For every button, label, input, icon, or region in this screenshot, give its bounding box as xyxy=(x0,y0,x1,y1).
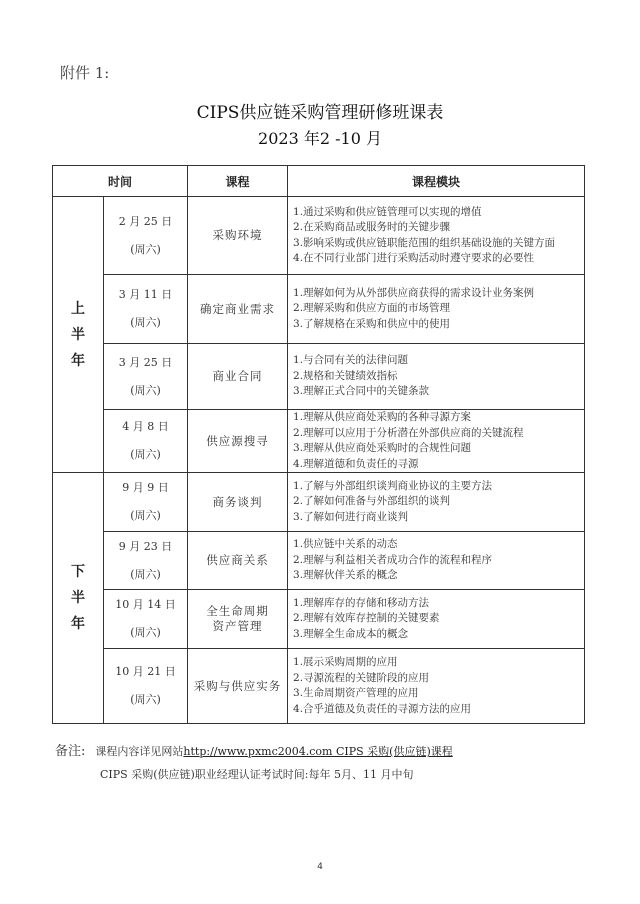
module-item: 1.与合同有关的法律问题 xyxy=(293,354,409,367)
modules-cell xyxy=(288,197,585,275)
course-name: 商业合同 xyxy=(212,369,263,383)
notes-prefix: 课程内容详见网站 xyxy=(95,745,184,758)
module-item: 1.了解与外部组织谈判商业协议的主要方法 xyxy=(293,479,493,492)
table-row xyxy=(53,197,585,275)
half-label-char: 半 xyxy=(71,326,85,343)
table-header-row xyxy=(53,166,585,197)
course-cell xyxy=(188,410,288,473)
module-item: 3.生命周期资产管理的应用 xyxy=(293,687,419,699)
module-item: 3.了解如何进行商业谈判 xyxy=(293,510,409,523)
course-cell xyxy=(188,275,288,344)
session-weekday: (周六) xyxy=(130,242,161,256)
module-item: 1.理解如何为从外部供应商获得的需求设计业务案例 xyxy=(293,286,535,299)
module-item: 3.理解正式合同中的关键条款 xyxy=(293,385,430,398)
modules-cell xyxy=(288,410,585,473)
modules-cell xyxy=(288,532,585,590)
table-row xyxy=(53,275,585,344)
module-item: 1.展示采购周期的应用 xyxy=(293,656,398,668)
schedule-table xyxy=(52,165,585,724)
modules-cell xyxy=(288,344,585,410)
half-label-char: 年 xyxy=(71,616,85,632)
modules-cell xyxy=(288,473,585,532)
date-cell xyxy=(104,275,188,344)
date-cell xyxy=(104,649,188,724)
session-weekday: (周六) xyxy=(130,509,161,522)
page-number: 4 xyxy=(317,862,323,872)
course-cell xyxy=(188,344,288,410)
module-item: 2.规格和关键绩效指标 xyxy=(293,369,398,382)
second-half-label xyxy=(53,473,104,724)
module-item: 1.理解库存的存储和移动方法 xyxy=(293,596,430,609)
course-name: 供应源搜寻 xyxy=(206,433,269,448)
date-cell xyxy=(104,344,188,410)
notes-label: 备注: xyxy=(55,744,86,759)
module-item: 1.通过采购和供应链管理可以实现的增值 xyxy=(293,205,482,218)
module-item: 1.理解从供应商处采购的各种寻源方案 xyxy=(293,411,472,423)
document-subtitle: 2023 年2 -10 月 xyxy=(258,129,382,148)
column-header-modules: 课程模块 xyxy=(288,166,585,197)
module-item: 2.寻源流程的关键阶段的应用 xyxy=(293,671,430,684)
session-weekday: (周六) xyxy=(130,316,161,329)
module-item: 4.合乎道德及负责任的寻源方法的应用 xyxy=(293,702,472,715)
course-cell xyxy=(188,532,288,590)
half-label-char: 半 xyxy=(71,590,85,606)
session-date: 3 月 11 日 xyxy=(118,288,173,301)
column-header-time: 时间 xyxy=(53,166,188,197)
module-item: 3.理解全生命成本的概念 xyxy=(293,627,409,640)
modules-cell xyxy=(288,590,585,649)
module-item: 4.在不同行业部门进行采购活动时遵守要求的必要性 xyxy=(293,252,535,264)
course-cell xyxy=(188,590,288,649)
table-row xyxy=(53,344,585,410)
module-item: 2.理解可以应用于分析潜在外部供应商的关键流程 xyxy=(293,426,524,439)
table-row xyxy=(53,410,585,473)
module-item: 3.理解从供应商处采购时的合规性问题 xyxy=(293,442,472,454)
module-item: 2.理解采购和供应方面的市场管理 xyxy=(293,302,451,315)
session-date: 10 月 21 日 xyxy=(115,665,176,678)
table-row xyxy=(53,473,585,532)
module-item: 2.理解与利益相关者成功合作的流程和程序 xyxy=(293,553,493,566)
module-item: 4.理解道德和负责任的寻源 xyxy=(293,457,419,470)
session-date: 10 月 14 日 xyxy=(115,598,176,611)
first-half-label xyxy=(53,197,104,473)
session-weekday: (周六) xyxy=(130,626,161,639)
date-cell xyxy=(104,532,188,590)
date-cell xyxy=(104,590,188,649)
course-name: 全生命周期 xyxy=(206,604,269,618)
module-item: 3.了解规格在采购和供应中的使用 xyxy=(293,317,451,330)
attachment-label: 附件 1: xyxy=(60,64,110,82)
document-title: CIPS供应链采购管理研修班课表 xyxy=(196,103,444,123)
module-item: 3.影响采购或供应链职能范围的组织基础设施的关键方面 xyxy=(293,236,556,249)
module-item: 2.理解有效库存控制的关键要素 xyxy=(293,612,440,625)
module-item: 3.理解伙伴关系的概念 xyxy=(293,569,398,582)
module-item: 1.供应链中关系的动态 xyxy=(293,538,398,551)
course-name: 确定商业需求 xyxy=(200,301,276,316)
notes-line-2: CIPS 采购(供应链)职业经理认证考试时间:每年 5月、11 月中旬 xyxy=(100,768,414,781)
session-weekday: (周六) xyxy=(130,693,161,706)
course-cell xyxy=(188,649,288,724)
half-label-char: 上 xyxy=(71,300,85,317)
session-weekday: (周六) xyxy=(130,383,161,397)
table-row xyxy=(53,649,585,724)
course-name: 采购环境 xyxy=(212,228,263,242)
course-name: 供应商关系 xyxy=(206,553,269,567)
session-date: 2 月 25 日 xyxy=(118,214,173,228)
course-cell xyxy=(188,473,288,532)
half-label-char: 下 xyxy=(71,564,85,580)
date-cell xyxy=(104,410,188,473)
course-name: 采购与供应实务 xyxy=(193,678,282,693)
module-item: 2.在采购商品或服务时的关键步骤 xyxy=(293,221,451,233)
session-date: 4 月 8 日 xyxy=(122,420,169,433)
date-cell xyxy=(104,197,188,275)
session-date: 9 月 23 日 xyxy=(118,539,173,553)
session-weekday: (周六) xyxy=(130,448,161,461)
column-header-course: 课程 xyxy=(188,166,288,197)
table-row xyxy=(53,590,585,649)
table-row xyxy=(53,532,585,590)
modules-cell xyxy=(288,649,585,724)
course-cell xyxy=(188,197,288,275)
course-name: 商务谈判 xyxy=(212,494,263,509)
half-label-char: 年 xyxy=(71,352,85,369)
modules-cell xyxy=(288,275,585,344)
session-date: 9 月 9 日 xyxy=(122,481,169,494)
notes-line-1 xyxy=(55,740,453,759)
module-item: 2.了解如何准备与外部组织的谈判 xyxy=(293,495,451,508)
session-weekday: (周六) xyxy=(130,567,161,581)
course-website-link[interactable]: http://www.pxmc2004.com CIPS 采购(供应链)课程 xyxy=(183,745,453,758)
course-name: 资产管理 xyxy=(212,619,263,633)
date-cell xyxy=(104,473,188,532)
session-date: 3 月 25 日 xyxy=(118,355,173,369)
